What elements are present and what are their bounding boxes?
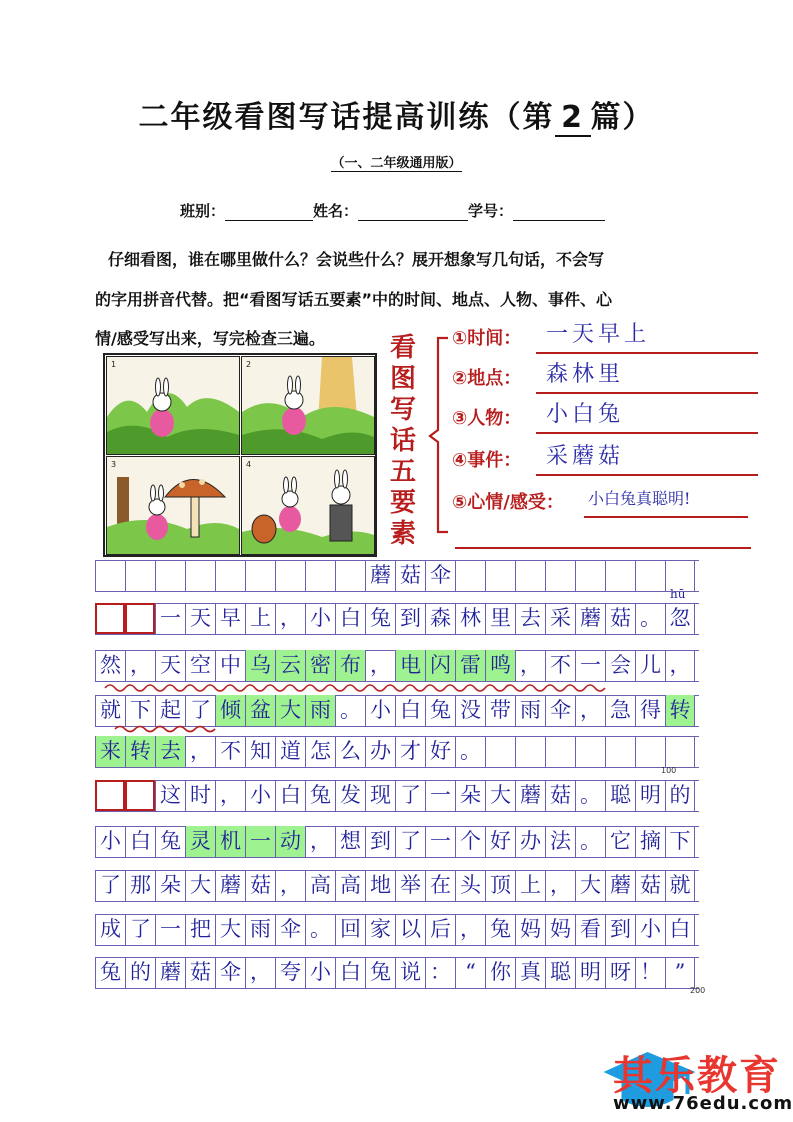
grid-cell: 下	[125, 695, 155, 726]
grid-cell: 兔	[485, 914, 515, 945]
grid-cell: 大	[575, 870, 605, 901]
grid-cell: 电	[395, 650, 425, 681]
grid-cell: 了	[395, 826, 425, 857]
grid-cell	[545, 560, 575, 591]
grid-cell: 然	[95, 650, 125, 681]
pinyin-note: hū	[670, 587, 686, 601]
grid-cell: 小	[245, 780, 275, 811]
grid-cell: ，	[305, 826, 335, 857]
grid-cell: 高	[335, 870, 365, 901]
grid-cell: 。	[635, 603, 665, 634]
grid-cell: 倾	[215, 695, 245, 726]
grid-cell	[605, 736, 635, 767]
grid-cell: 下	[665, 826, 695, 857]
grid-cell	[275, 560, 305, 591]
grid-cell: 了	[185, 695, 215, 726]
grid-cell: 来	[95, 736, 125, 767]
grid-cell: 到	[395, 603, 425, 634]
squiggle-underline	[95, 681, 699, 695]
grid-cell: 呀	[605, 957, 635, 988]
grid-cell: 一	[245, 826, 275, 857]
element-label: ②地点：	[452, 368, 522, 389]
grid-cell: 妈	[545, 914, 575, 945]
grid-cell: 好	[485, 826, 515, 857]
grid-cell: 你	[485, 957, 515, 988]
brand-website: www.76edu.com	[613, 1093, 793, 1114]
grid-cell: ，	[365, 650, 395, 681]
word-count-200: 200	[690, 986, 706, 995]
grid-cell: 急	[605, 695, 635, 726]
grid-cell: 小	[365, 695, 395, 726]
grid-line	[95, 811, 699, 812]
svg-text:4: 4	[246, 460, 252, 469]
grid-cell: 的	[665, 780, 695, 811]
grid-row	[95, 870, 698, 901]
grid-cell: 伞	[545, 695, 575, 726]
side-char: 写	[389, 395, 416, 425]
grid-cell: 兔	[365, 957, 395, 988]
grid-cell: 好	[425, 736, 455, 767]
grid-cell: 办	[365, 736, 395, 767]
grid-cell: 白	[395, 695, 425, 726]
grid-cell	[125, 560, 155, 591]
grid-cell	[245, 560, 275, 591]
student-info-line	[180, 200, 605, 221]
grid-cell	[95, 603, 125, 634]
grid-cell: 夸	[275, 957, 305, 988]
grid-cell: ，	[275, 603, 305, 634]
grid-cell: 会	[605, 650, 635, 681]
class-field[interactable]	[225, 204, 313, 221]
side-char: 五	[389, 457, 416, 487]
grid-cell: ，	[575, 695, 605, 726]
grid-line	[95, 591, 699, 592]
grid-cell	[665, 736, 695, 767]
grid-cell: 菇	[545, 780, 575, 811]
grid-cell: 真	[515, 957, 545, 988]
grid-cell: 白	[335, 957, 365, 988]
grid-cell	[305, 560, 335, 591]
grid-cell: 菇	[635, 870, 665, 901]
grid-cell: 上	[245, 603, 275, 634]
grid-cell: 雨	[305, 695, 335, 726]
grid-cell: 菇	[395, 560, 425, 591]
element-answer[interactable]: 小白兔真聪明!	[584, 486, 748, 518]
grid-cell: 小	[635, 914, 665, 945]
comic-panel-3	[106, 456, 240, 555]
grid-cell: 兔	[155, 826, 185, 857]
extra-answer-line	[455, 547, 751, 549]
grid-cell: 小	[305, 603, 335, 634]
grid-cell: 带	[485, 695, 515, 726]
grid-cell	[95, 560, 125, 591]
grid-row	[95, 560, 698, 591]
grid-line	[95, 945, 699, 946]
grid-cell: 兔	[95, 957, 125, 988]
grid-cell: 顶	[485, 870, 515, 901]
element-label: ①时间：	[452, 328, 522, 349]
worksheet-title	[0, 92, 793, 137]
side-char: 看	[389, 333, 416, 363]
element-label: ③人物：	[452, 408, 522, 429]
grid-cell: 后	[425, 914, 455, 945]
grid-cell: 蘑	[605, 870, 635, 901]
grid-cell: 就	[95, 695, 125, 726]
squiggle-underline	[95, 723, 225, 735]
grid-cell: 机	[215, 826, 245, 857]
grid-cell: 蘑	[365, 560, 395, 591]
grid-cell	[545, 736, 575, 767]
grid-cell	[155, 560, 185, 591]
grid-cell: 忽	[665, 603, 695, 634]
grid-cell: 转	[665, 695, 695, 726]
grid-cell: 大	[485, 780, 515, 811]
grid-cell	[635, 736, 665, 767]
grid-cell: 菇	[185, 957, 215, 988]
element-event	[452, 444, 625, 476]
grid-cell: 伞	[275, 914, 305, 945]
grid-cell	[455, 560, 485, 591]
comic-panel-2	[241, 356, 375, 455]
brand-name: 其乐教育	[613, 1053, 781, 1099]
grid-cell: 采	[545, 603, 575, 634]
grid-cell: 明	[575, 957, 605, 988]
grid-cell: 不	[545, 650, 575, 681]
grid-cell: 明	[635, 780, 665, 811]
grid-cell: 起	[155, 695, 185, 726]
element-answer[interactable]: 小白兔	[536, 402, 758, 434]
grid-cell: 转	[125, 736, 155, 767]
grid-cell: 里	[485, 603, 515, 634]
side-char: 素	[389, 519, 416, 549]
grid-row	[95, 957, 698, 988]
element-answer[interactable]: 一天早上	[536, 322, 758, 354]
class-label: 班别：	[180, 202, 226, 220]
brace-icon	[428, 336, 450, 536]
grid-cell: 空	[185, 650, 215, 681]
grid-row	[95, 603, 698, 634]
svg-text:3: 3	[111, 460, 117, 469]
grid-cell: 早	[215, 603, 245, 634]
grid-cell: 朵	[155, 870, 185, 901]
grid-cell: 时	[185, 780, 215, 811]
element-label: ⑤心情/感受：	[452, 492, 564, 513]
grid-cell: 才	[395, 736, 425, 767]
grid-cell: ，	[245, 957, 275, 988]
grid-cell: 密	[305, 650, 335, 681]
grid-cell: ，	[125, 650, 155, 681]
grid-cell: 盆	[245, 695, 275, 726]
grid-row	[95, 695, 698, 726]
grid-cell: 聪	[605, 780, 635, 811]
grid-cell: 说	[395, 957, 425, 988]
grid-cell: 看	[575, 914, 605, 945]
grid-line	[95, 901, 699, 902]
grid-cell: 了	[125, 914, 155, 945]
grid-cell: 雨	[515, 695, 545, 726]
grid-cell: 一	[425, 826, 455, 857]
grid-cell	[575, 560, 605, 591]
grid-row	[95, 780, 698, 811]
grid-cell: 兔	[365, 603, 395, 634]
grid-cell: 闪	[425, 650, 455, 681]
grid-cell: 一	[155, 914, 185, 945]
grid-cell: ，	[185, 736, 215, 767]
grid-line	[95, 767, 699, 768]
element-answer[interactable]: 森林里	[536, 362, 758, 394]
name-field[interactable]	[358, 204, 468, 221]
grid-cell: 么	[335, 736, 365, 767]
grid-cell: 没	[455, 695, 485, 726]
grid-cell: 个	[455, 826, 485, 857]
grid-cell: 妈	[515, 914, 545, 945]
grid-cell: 道	[275, 736, 305, 767]
grid-cell: 布	[335, 650, 365, 681]
grid-cell: 林	[455, 603, 485, 634]
grid-cell	[665, 560, 695, 591]
grid-cell: 到	[605, 914, 635, 945]
grid-cell	[605, 560, 635, 591]
grid-cell: 去	[515, 603, 545, 634]
element-label: ④事件：	[452, 450, 522, 471]
grid-cell: 白	[335, 603, 365, 634]
grid-cell: 不	[215, 736, 245, 767]
grid-cell	[125, 780, 155, 811]
side-char: 图	[389, 364, 416, 394]
grid-cell: 在	[425, 870, 455, 901]
grid-cell: ，	[665, 650, 695, 681]
grid-cell: 成	[95, 914, 125, 945]
grid-cell: 兔	[305, 780, 335, 811]
element-time	[452, 322, 651, 354]
grid-cell	[485, 736, 515, 767]
grid-cell: 蘑	[155, 957, 185, 988]
grid-cell: 菇	[245, 870, 275, 901]
grid-cell	[575, 736, 605, 767]
svg-text:1: 1	[111, 360, 117, 369]
grid-cell: 。	[575, 780, 605, 811]
grid-cell: 一	[155, 603, 185, 634]
title-number: 2	[555, 100, 591, 137]
element-character	[452, 402, 625, 434]
grid-cell: 鸣	[485, 650, 515, 681]
grid-cell: ，	[455, 914, 485, 945]
grid-cell: 白	[275, 780, 305, 811]
grid-cell	[215, 560, 245, 591]
grid-cell: 得	[635, 695, 665, 726]
word-count-100: 100	[661, 766, 677, 775]
grid-cell: 聪	[545, 957, 575, 988]
grid-cell: 伞	[215, 957, 245, 988]
grid-cell: 这	[155, 780, 185, 811]
grid-cell: 想	[335, 826, 365, 857]
side-char: 话	[389, 426, 416, 456]
grid-cell	[185, 560, 215, 591]
grid-cell	[635, 560, 665, 591]
grid-cell: 大	[215, 914, 245, 945]
comic-panel-4	[241, 456, 375, 555]
grid-cell: 天	[155, 650, 185, 681]
grid-cell: 朵	[455, 780, 485, 811]
grid-cell: 头	[455, 870, 485, 901]
name-label: 姓名：	[313, 202, 359, 220]
grid-cell: ，	[545, 870, 575, 901]
title-suffix: 篇）	[590, 100, 655, 135]
grid-cell: 白	[665, 914, 695, 945]
grid-cell: 回	[335, 914, 365, 945]
grid-cell: 森	[425, 603, 455, 634]
grid-cell: 。	[455, 736, 485, 767]
grid-cell: 。	[305, 914, 335, 945]
grid-cell: 灵	[185, 826, 215, 857]
id-label: 学号：	[468, 202, 514, 220]
grid-row	[95, 826, 698, 857]
grid-cell: 地	[365, 870, 395, 901]
grid-cell: 儿	[635, 650, 665, 681]
title-prefix: 二年级看图写话提高训练（第	[138, 100, 555, 135]
grid-cell: 办	[515, 826, 545, 857]
id-field[interactable]	[513, 204, 605, 221]
grid-cell	[515, 736, 545, 767]
subtitle-text: （一、二年级通用版）	[331, 156, 462, 171]
grid-cell: 法	[545, 826, 575, 857]
grid-cell: 白	[125, 826, 155, 857]
grid-line	[95, 634, 699, 635]
grid-cell: 伞	[425, 560, 455, 591]
grid-cell: 了	[95, 870, 125, 901]
grid-cell	[335, 560, 365, 591]
grid-cell: 就	[665, 870, 695, 901]
grid-cell: 去	[155, 736, 185, 767]
grid-cell: 兔	[425, 695, 455, 726]
grid-cell: 怎	[305, 736, 335, 767]
grid-cell: 大	[275, 695, 305, 726]
grid-cell: 蘑	[215, 870, 245, 901]
grid-cell: 乌	[245, 650, 275, 681]
grid-cell: 云	[275, 650, 305, 681]
grid-cell	[485, 560, 515, 591]
grid-cell: 以	[395, 914, 425, 945]
grid-cell: 。	[575, 826, 605, 857]
grid-cell: 摘	[635, 826, 665, 857]
grid-cell: 现	[365, 780, 395, 811]
instruction-line-2: 的字用拼音代替。把“看图写话五要素”中的时间、地点、人物、事件、心	[95, 290, 613, 309]
element-feeling	[452, 488, 691, 518]
grid-cell: ，	[275, 870, 305, 901]
grid-cell: 那	[125, 870, 155, 901]
grid-cell	[125, 603, 155, 634]
grid-cell: 大	[185, 870, 215, 901]
grid-cell: 知	[245, 736, 275, 767]
grid-cell: 一	[575, 650, 605, 681]
grid-cell: 上	[515, 870, 545, 901]
side-char: 要	[389, 488, 416, 518]
grid-line	[95, 857, 699, 858]
grid-cell: 菇	[605, 603, 635, 634]
grid-cell: 雨	[245, 914, 275, 945]
grid-cell: 小	[95, 826, 125, 857]
grid-cell: 动	[275, 826, 305, 857]
grid-cell: 发	[335, 780, 365, 811]
instruction-line-3: 情/感受写出来，写完检查三遍。	[95, 329, 325, 348]
comic-picture	[103, 353, 377, 557]
grid-cell: ”	[665, 957, 695, 988]
grid-cell: 。	[335, 695, 365, 726]
grid-row	[95, 736, 698, 767]
grid-cell: 了	[395, 780, 425, 811]
grid-cell: ，	[215, 780, 245, 811]
grid-cell: 蘑	[575, 603, 605, 634]
grid-cell: 的	[125, 957, 155, 988]
grid-row	[95, 650, 698, 681]
grid-cell	[95, 780, 125, 811]
grid-cell: ！	[635, 957, 665, 988]
element-place	[452, 362, 625, 394]
instruction-line-1: 仔细看图，谁在哪里做什么？会说些什么？展开想象写几句话，不会写	[108, 250, 605, 269]
comic-panel-1	[106, 356, 240, 455]
grid-line	[95, 988, 699, 989]
grid-cell: 天	[185, 603, 215, 634]
grid-cell: 蘑	[515, 780, 545, 811]
grid-cell: “	[455, 957, 485, 988]
five-elements-vertical-label	[386, 333, 420, 550]
grid-cell: 高	[305, 870, 335, 901]
grid-cell: 中	[215, 650, 245, 681]
grid-row	[95, 914, 698, 945]
grid-cell: ，	[515, 650, 545, 681]
worksheet-subtitle	[0, 152, 793, 171]
element-answer[interactable]: 采蘑菇	[536, 444, 758, 476]
grid-cell: 雷	[455, 650, 485, 681]
grid-cell: 把	[185, 914, 215, 945]
grid-cell: 到	[365, 826, 395, 857]
grid-cell: 小	[305, 957, 335, 988]
svg-text:2: 2	[246, 360, 252, 369]
grid-cell	[515, 560, 545, 591]
grid-cell: 它	[605, 826, 635, 857]
grid-cell: 举	[395, 870, 425, 901]
grid-cell: 家	[365, 914, 395, 945]
grid-cell: 一	[425, 780, 455, 811]
grid-cell: ：	[425, 957, 455, 988]
